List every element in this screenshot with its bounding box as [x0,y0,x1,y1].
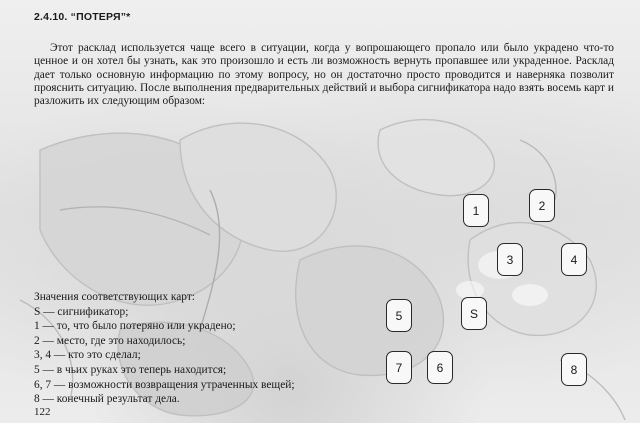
card-8: 8 [561,353,587,386]
card-2: 2 [529,189,555,222]
card-significator: S [461,297,487,330]
card-5: 5 [386,299,412,332]
card-4: 4 [561,243,587,276]
meaning-item: 6, 7 — возможности возвращения утраченных вещей; [34,378,295,391]
intro-paragraph: Этот расклад используется чаще всего в ситуации, когда у вопрошающего пропало или было украдено что-то ценное и он хотел бы узнать, как это произошло и есть ли возможность вернуть пропавшее или украденное. Расклад дает только основную информацию по этому вопросу, но он достаточно просто проводится и наверняка позволит прояснить ситуацию. После выполнения предварительных действий и выбора сигнификатора надо взять восемь карт и разложить их следующим образом: [34,42,614,108]
section-heading: 2.4.10. “ПОТЕРЯ”* [34,11,131,23]
card-7: 7 [386,351,412,384]
page-number: 122 [34,406,51,418]
meaning-item: 2 — место, где это находилось; [34,334,186,347]
meaning-item: 5 — в чьих руках это теперь находится; [34,363,227,376]
meaning-item: 1 — то, что было потеряно или украдено; [34,320,236,333]
meanings-title: Значения соответствующих карт: [34,291,195,303]
card-6: 6 [427,351,453,384]
meaning-item: 8 — конечный результат дела. [34,393,180,406]
meaning-item: 3, 4 — кто это сделал; [34,349,141,362]
card-3: 3 [497,243,523,276]
card-1: 1 [463,194,489,227]
meaning-item: S — сигнификатор; [34,305,129,318]
card-meanings-list [34,290,364,407]
